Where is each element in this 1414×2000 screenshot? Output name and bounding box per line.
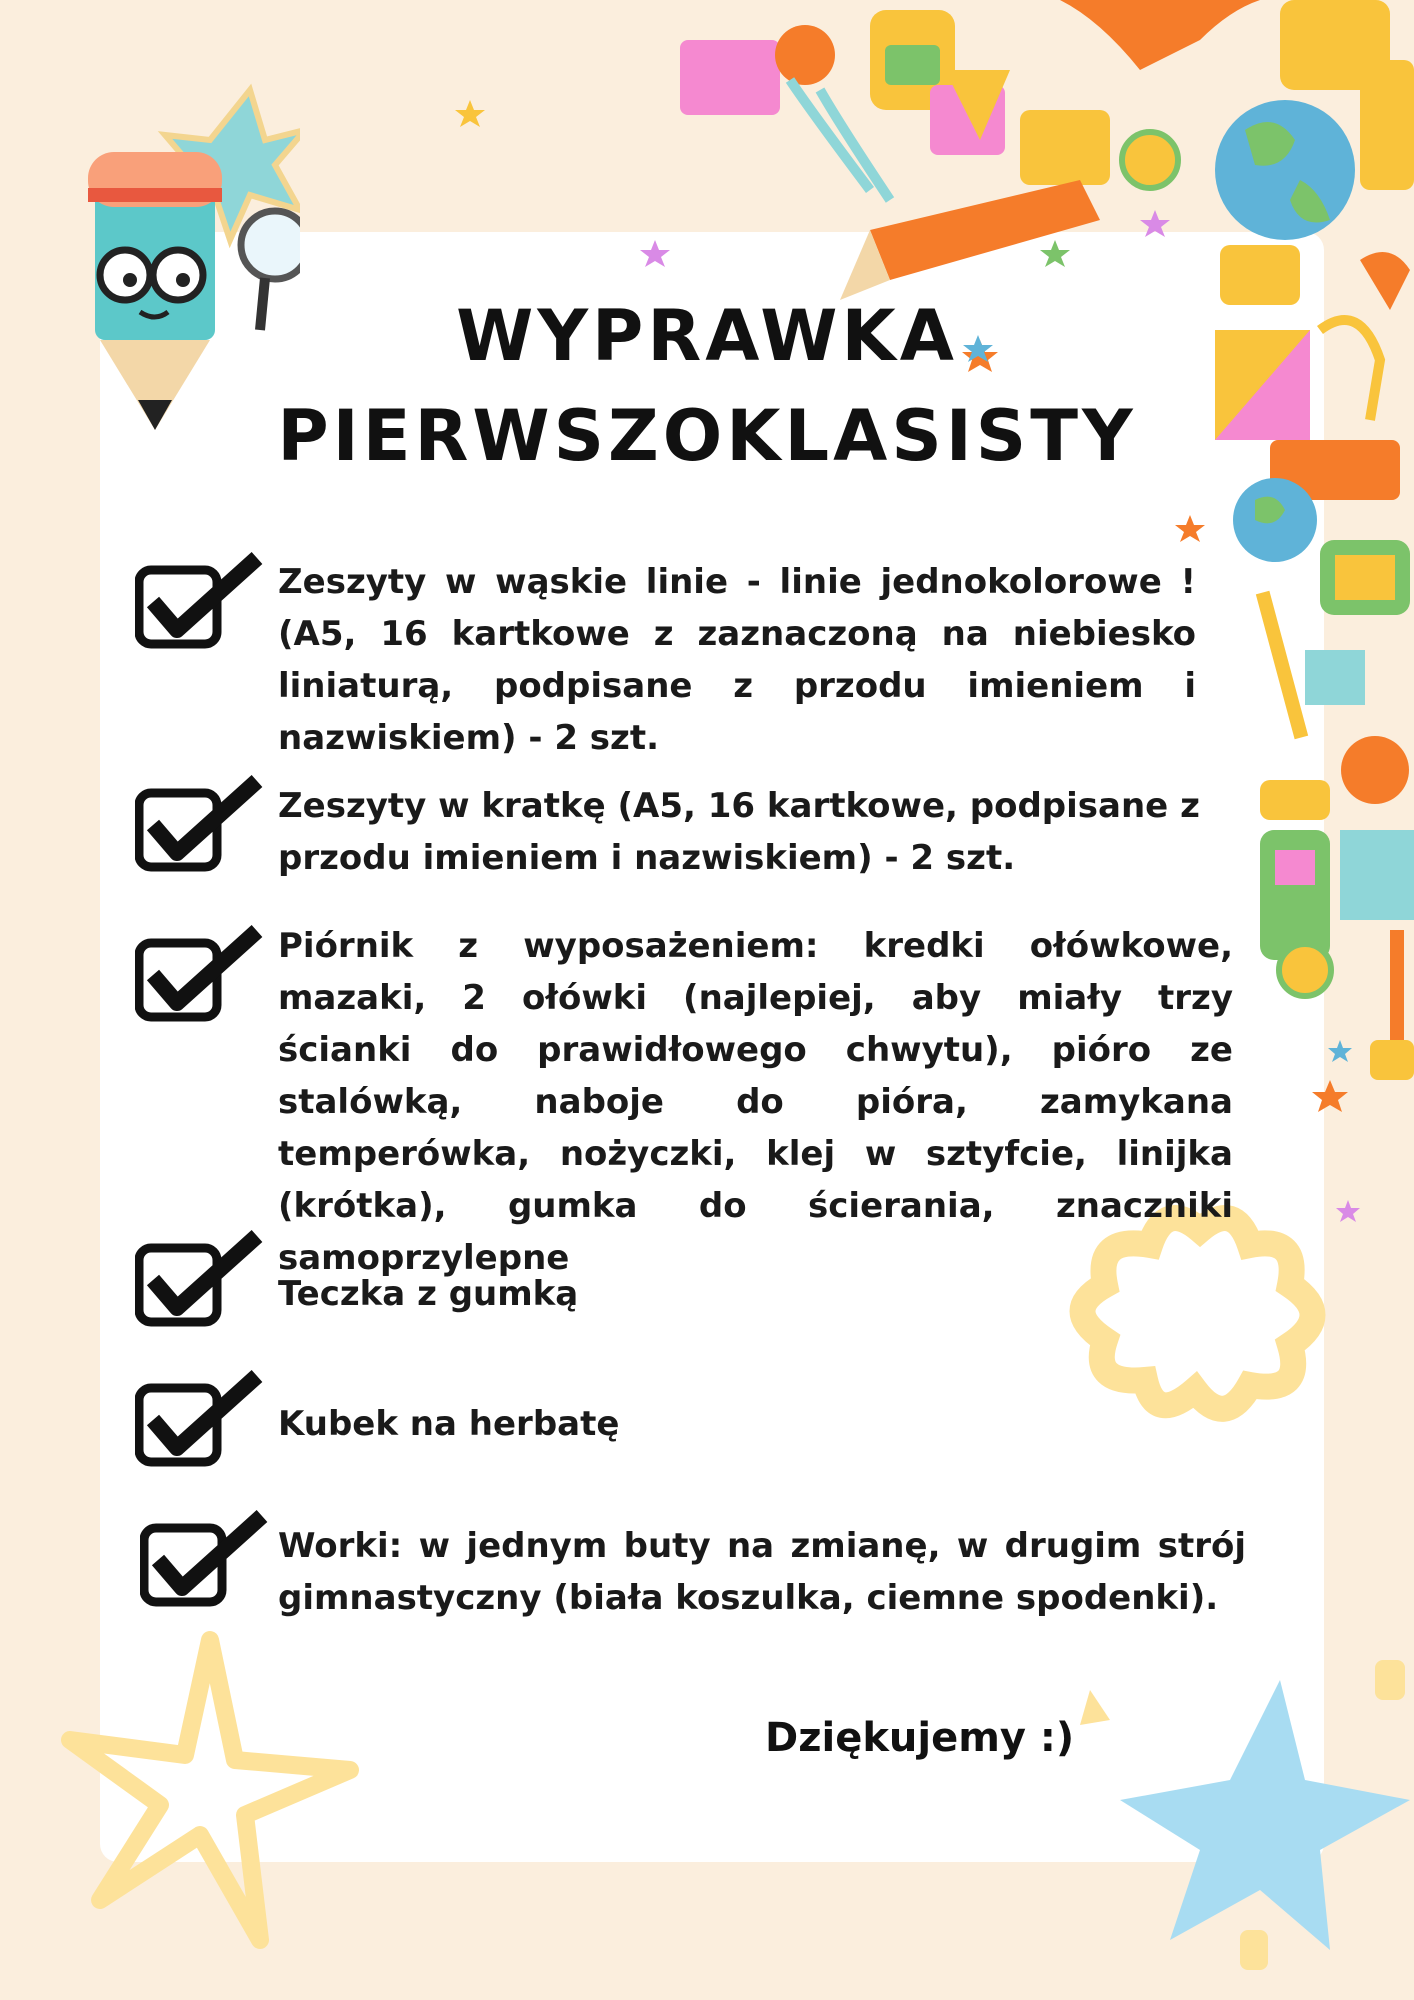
list-item: Worki: w jednym buty na zmianę, w drugim strój gimnastyczny (biała koszulka, ciemne spodenki). [278, 1526, 1246, 1618]
checkbox-checked-icon [135, 552, 265, 652]
list-item: Piórnik z wyposażeniem: kredki ołówkowe, mazaki, 2 ołówki (najlepiej, aby miały trzy ścianki do prawidłowego chwytu), pióro ze stalówką, naboje do pióra, zamykana temperówka, nożyczki, klej w sztyfcie, linijka (krótka), gumka do ścierania, znaczniki samoprzylepne [278, 926, 1233, 1278]
big-star-outline-icon [60, 1620, 360, 1960]
list-item: Kubek na herbatę [278, 1404, 620, 1444]
page-title-line1: WYPRAWKA [456, 295, 958, 377]
checkbox-checked-icon [135, 1370, 265, 1470]
checkbox-checked-icon [135, 925, 265, 1025]
page-title-line2: PIERWSZOKLASISTY [277, 395, 1137, 477]
list-item: Zeszyty w kratkę (A5, 16 kartkowe, podpisane z przodu imieniem i nazwiskiem) - 2 szt. [278, 786, 1200, 878]
checkbox-checked-icon [140, 1510, 270, 1610]
big-star-blue-icon [1080, 1650, 1414, 1970]
thanks-text: Dziękujemy :) [765, 1715, 1075, 1761]
checkbox-checked-icon [135, 775, 265, 875]
list-item: Teczka z gumką [278, 1274, 579, 1314]
list-item: Zeszyty w wąskie linie - linie jednokolorowe ! (A5, 16 kartkowe z zaznaczoną na niebiesko liniaturą, podpisane z przodu imieniem i nazwiskiem) - 2 szt. [278, 562, 1196, 758]
checkbox-checked-icon [135, 1230, 265, 1330]
